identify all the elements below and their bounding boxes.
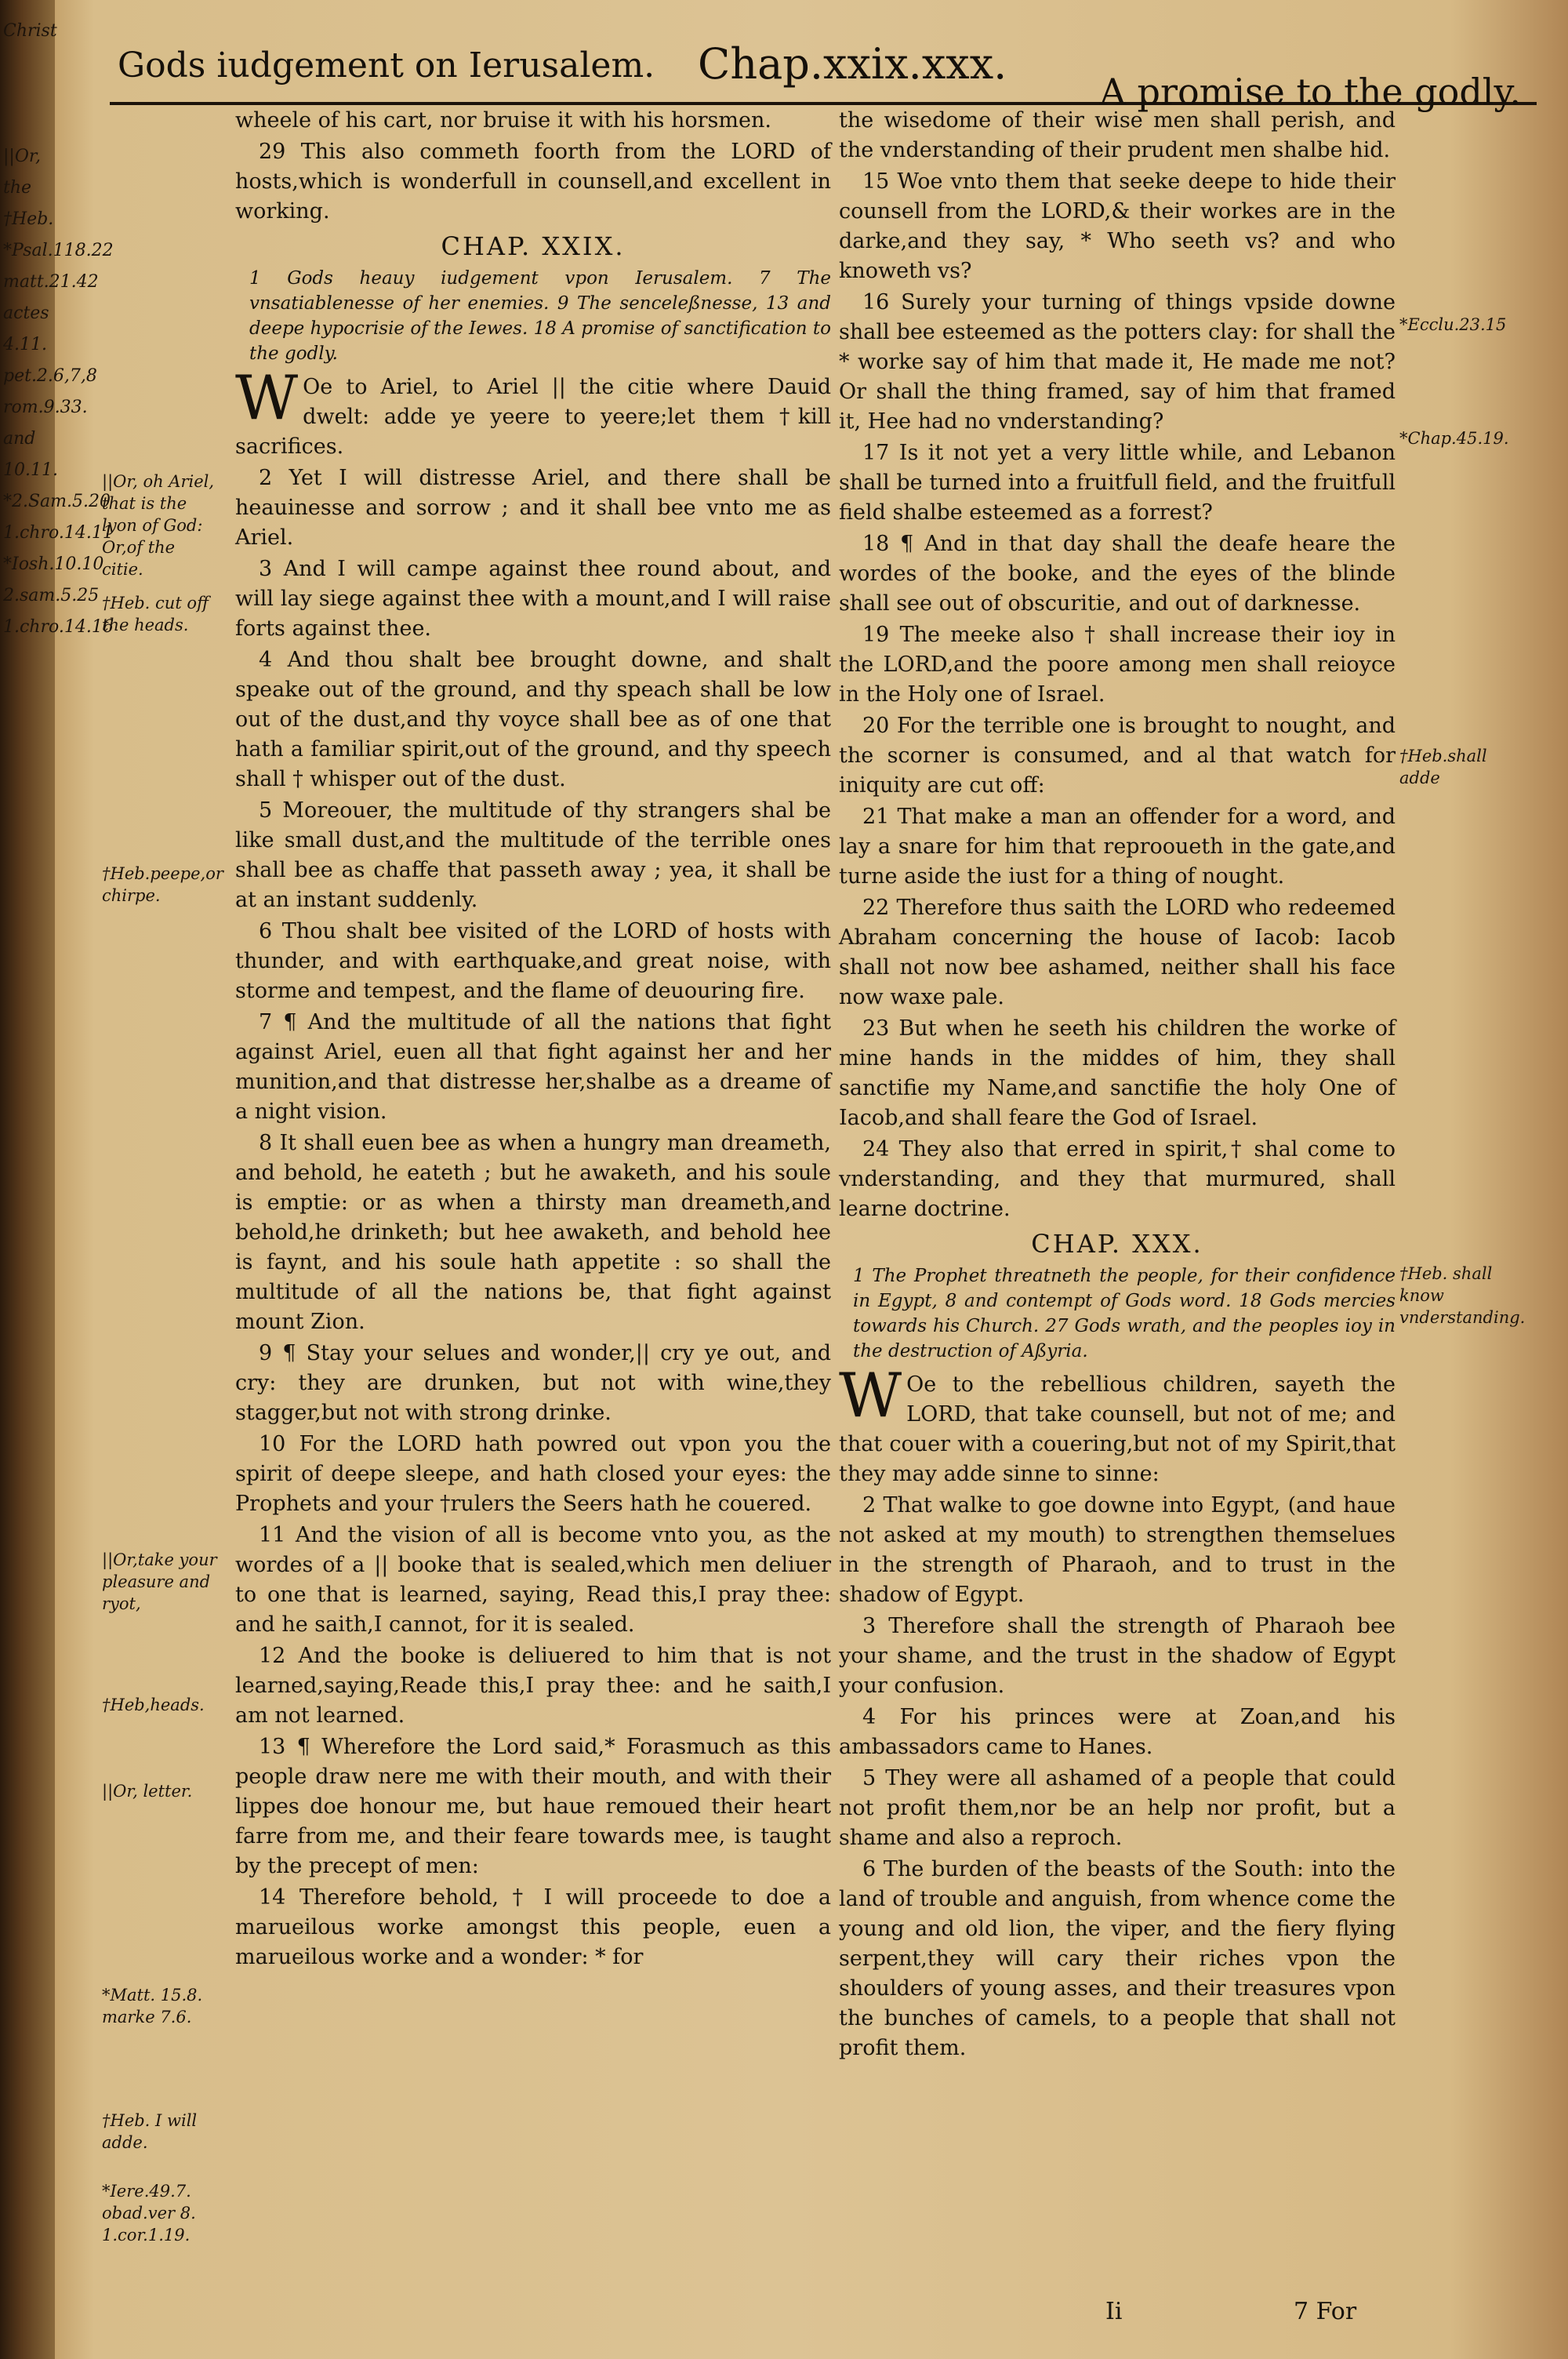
verse: 10 For the LORD hath powred out vpon you the spirit of deepe sleepe, and hath closed your eyes: the Prophets and your †rulers the Seers hath he couered. xyxy=(235,1432,831,1516)
verse: 15 Woe vnto them that seeke deepe to hide their counsell from the LORD,& their workes are in the darke,and they say, * Who seeth vs? and who knoweth vs? xyxy=(839,169,1396,283)
chapter-summary: 1 Gods heauy iudgement vpon Ierusalem. 7 The vnsatiablenesse of her enemies. 9 The senceleßnesse, 13 and deepe hypocrisie of the Iewes. 18 A promise of sanctification to the godly. xyxy=(249,268,831,364)
right-margin-notes xyxy=(1399,0,1564,2359)
chapter-heading: CHAP. XXX. xyxy=(1031,1229,1203,1259)
verse: 8 It shall euen bee as when a hungry man dreameth, and behold, he eateth ; but he awaketh, and his soule is emptie: or as when a thirsty man dreameth,and behold,he drinketh; but hee awaketh, and behold hee is faynt, and his soule hath appetite : so shall the multitude of all the nations be, that fight against mount Zion. xyxy=(235,1131,831,1334)
verse: 5 They were all ashamed of a people that could not profit them,nor be an help nor profit, but a shame and also a reproch. xyxy=(839,1766,1396,1850)
verse: 21 That make a man an offender for a word, and lay a snare for him that reprooueth in the gate,and turne aside the iust for a thing of nought. xyxy=(839,805,1396,889)
margin-note: †Heb. shall know vnderstanding. xyxy=(1399,1264,1526,1327)
verse: 2 That walke to goe downe into Egypt, (and haue not asked at my mouth) to strengthen themselues in the strength of Pharaoh, and to trust in the shadow of Egypt. xyxy=(839,1493,1396,1607)
margin-note: ||Or,take your pleasure and ryot, xyxy=(102,1550,217,1613)
verse: 3 Therefore shall the strength of Pharaoh bee your shame, and the trust in the shadow of Egypt your confusion. xyxy=(839,1614,1396,1698)
chapter-heading: CHAP. XXIX. xyxy=(441,231,626,261)
header-chapter: Chap.xxix.xxx. xyxy=(698,39,1007,89)
verse-continuation: the wisedome of their wise men shall perish, and the vnderstanding of their prudent men shalbe hid. xyxy=(839,108,1396,162)
verse: 12 And the booke is deliuered to him that is not learned,saying,Reade this,I pray thee: and he saith,I am not learned. xyxy=(235,1644,831,1728)
verse: 24 They also that erred in spirit,† shal come to vnderstanding, and they that murmured, shall learne doctrine. xyxy=(839,1137,1396,1221)
gutter-header: Christ xyxy=(3,21,57,41)
catchword: 7 For xyxy=(1294,2298,1357,2325)
margin-note: ||Or, oh Ariel, that is the lyon of God: Or,of the citie. xyxy=(102,472,215,579)
running-header xyxy=(110,31,1537,113)
gutter-notes: ||Or, the †Heb. *Psal.118.22 matt.21.42 actes 4.11. pet.2.6,7,8 rom.9.33. and 10.11. *2.Sam.5.20 1.chro.14.11 *Iosh.10.10 2.sam.5.25 1.chro.14.16 xyxy=(3,147,114,637)
right-text-column xyxy=(839,106,1396,2065)
left-margin-notes xyxy=(102,0,227,2359)
header-left: Gods iudgement on Ierusalem. xyxy=(118,45,655,85)
verse: 11 And the vision of all is become vnto you, as the wordes of a || booke that is sealed,which men deliuer to one that is learned, saying, Read this,I pray thee: and he saith,I cannot, for it is sealed. xyxy=(235,1523,831,1637)
margin-note: †Heb. cut off the heads. xyxy=(102,594,209,634)
verse: 4 For his princes were at Zoan,and his ambassadors came to Hanes. xyxy=(839,1705,1396,1759)
header-right: A promise to the godly. xyxy=(1099,71,1521,113)
verse: 29 This also commeth foorth from the LORD of hosts,which is wonderfull in counsell,and excellent in working. xyxy=(235,140,831,224)
verse: 20 For the terrible one is brought to nought, and the scorner is consumed, and al that watch for iniquity are cut off: xyxy=(839,714,1396,798)
verse: 6 The burden of the beasts of the South: into the land of trouble and anguish, from whence come the young and old lion, the viper, and the fiery flying serpent,they will cary their riches vpon the shoulders of young asses, and their treasures vpon the bunches of camels, to a people that shall not profit them. xyxy=(839,1857,1396,2060)
margin-note: *Iere.49.7. obad.ver 8. 1.cor.1.19. xyxy=(102,2182,196,2245)
verse: 14 Therefore behold, † I will proceede to doe a marueilous worke amongst this people, euen a marueilous worke and a wonder: * for xyxy=(235,1885,831,1969)
margin-note: †Heb. I will adde. xyxy=(102,2111,198,2152)
verse: WOe to Ariel, to Ariel || the citie where Dauid dwelt: adde ye yeere to yeere;let them †kill sacrifices. xyxy=(235,363,831,459)
left-text-column xyxy=(235,106,831,1974)
verse: 23 But when he seeth his children the worke of mine hands in the middes of him, they shall sanctifie my Name,and sanctifie the holy One of Iacob,and shall feare the God of Israel. xyxy=(839,1016,1396,1130)
verse: 17 Is it not yet a very little while, and Lebanon shall be turned into a fruitfull field, and the fruitfull field shalbe esteemed as a forrest? xyxy=(839,441,1396,525)
verse: 6 Thou shalt bee visited of the LORD of hosts with thunder, and with earthquake,and great noise, with storme and tempest, and the flame of deuouring fire. xyxy=(235,919,831,1003)
signature-mark: Ii xyxy=(1105,2298,1123,2325)
margin-note: *Chap.45.19. xyxy=(1399,429,1509,448)
verse: 5 Moreouer, the multitude of thy strangers shal be like small dust,and the multitude of the terrible ones shall bee as chaffe that passeth away ; yea, it shall be at an instant suddenly. xyxy=(235,798,831,912)
margin-note: †Heb.peepe,or chirpe. xyxy=(102,864,223,905)
previous-page-gutter xyxy=(0,0,114,2359)
verse: 19 The meeke also † shall increase their ioy in the LORD,and the poore among men shall reioyce in the Holy one of Israel. xyxy=(839,623,1396,707)
verse: 4 And thou shalt bee brought downe, and shalt speake out of the ground, and thy speach shall be low out of the dust,and thy voyce shall bee as of one that hath a familiar spirit,out of the ground, and thy speech shall † whisper out of the dust. xyxy=(235,648,831,791)
margin-note: *Matt. 15.8. marke 7.6. xyxy=(102,1986,203,2026)
verse: 22 Therefore thus saith the LORD who redeemed Abraham concerning the house of Iacob: Iacob shall not now bee ashamed, neither shall his face now waxe pale. xyxy=(839,896,1396,1009)
verse: 18 ¶ And in that day shall the deafe heare the wordes of the booke, and the eyes of the blinde shall see out of obscuritie, and out of darknesse. xyxy=(839,532,1396,616)
margin-note: *Ecclu.23.15 xyxy=(1399,315,1507,334)
chapter-summary: 1 The Prophet threatneth the people, for their confidence in Egypt, 8 and contempt of Gods word. 18 Gods mercies towards his Church. 27 Gods wrath, and the peoples ioy in the destruction of Aßyria. xyxy=(853,1266,1396,1361)
verse: 13 ¶ Wherefore the Lord said,* Forasmuch as this people draw nere me with their mouth, and with their lippes doe honour me, but haue remoued their heart farre from me, and their feare towards mee, is taught by the precept of men: xyxy=(235,1735,831,1878)
verse: 9 ¶ Stay your selues and wonder,|| cry ye out, and cry: they are drunken, but not with wine,they stagger,but not with strong drinke. xyxy=(235,1341,831,1425)
verse: 2 Yet I will distresse Ariel, and there shall be heauinesse and sorrow ; and it shall bee vnto me as Ariel. xyxy=(235,466,831,550)
verse: 16 Surely your turning of things vpside downe shall bee esteemed as the potters clay: for shall the * worke say of him that made it, He made me not? Or shall the thing framed, say of him that framed it, Hee had no vnderstanding? xyxy=(839,290,1396,434)
margin-note: †Heb.shall adde xyxy=(1399,747,1487,787)
verse: 3 And I will campe against thee round about, and will lay siege against thee with a mount,and I will raise forts against thee. xyxy=(235,557,831,641)
verse-continuation: wheele of his cart, nor bruise it with his horsmen. xyxy=(235,108,771,133)
margin-note: ||Or, letter. xyxy=(102,1782,193,1801)
verse: 7 ¶ And the multitude of all the nations that fight against Ariel, euen all that fight against her and her munition,and that distresse her,shalbe as a dreame of a night vision. xyxy=(235,1010,831,1124)
margin-note: †Heb,heads. xyxy=(102,1696,205,1714)
verse: WOe to the rebellious children, sayeth the LORD, that take counsell, but not of me; and that couer with a couering,but not of my Spirit,that they may adde sinne to sinne: xyxy=(839,1361,1396,1486)
